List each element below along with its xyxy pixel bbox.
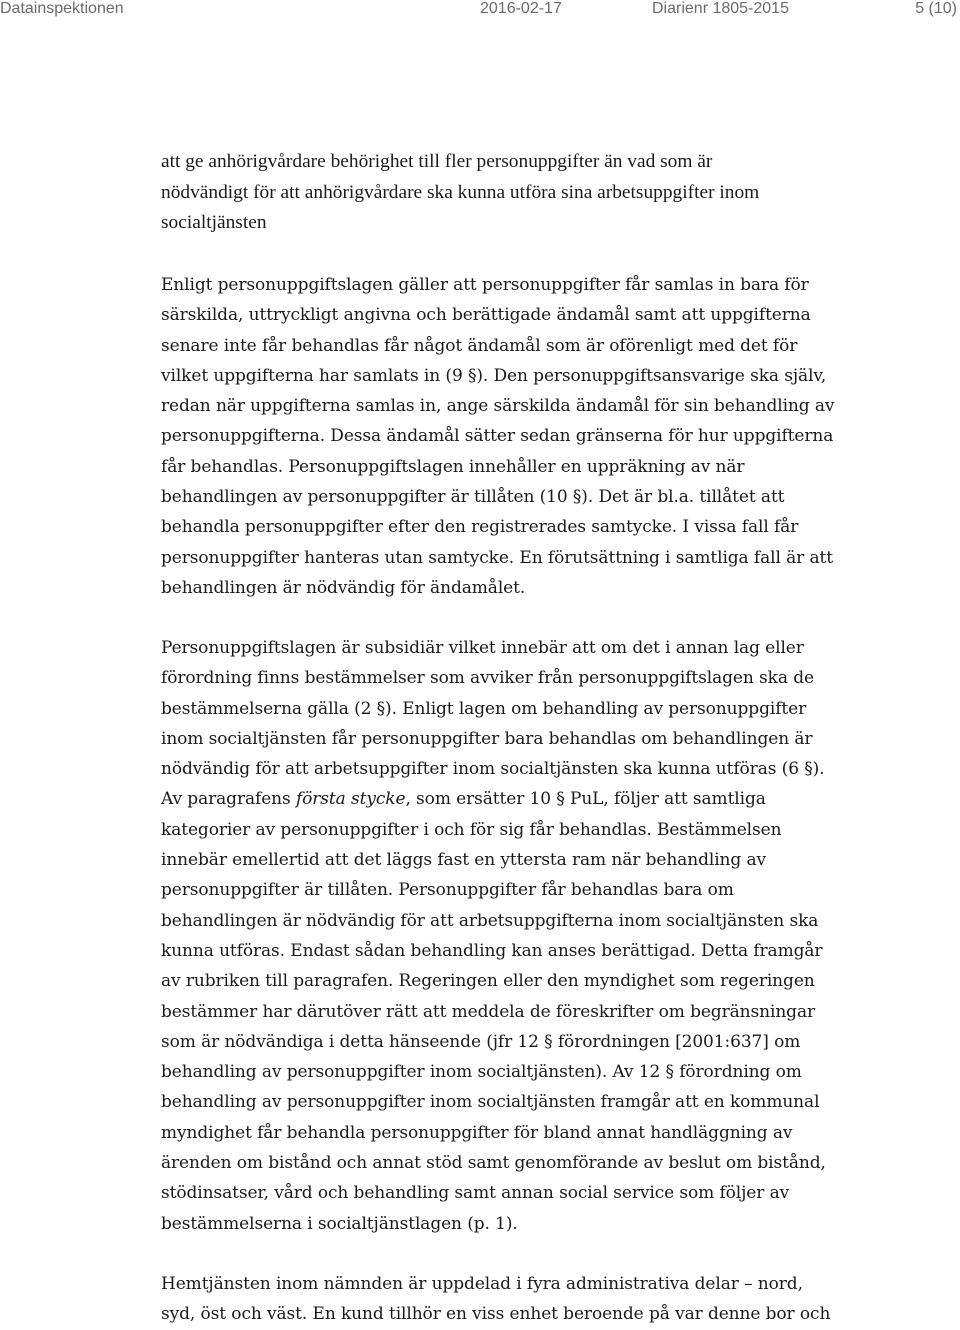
text-line: behandla personuppgifter efter den registrerades samtycke. I vissa fall får <box>161 517 799 538</box>
text-line: myndighet får behandla personuppgifter för bland annat handläggning av <box>161 1122 793 1143</box>
paragraph-3 <box>161 633 861 1239</box>
text-line: Personuppgiftslagen är subsidiär vilket innebär att om det i annan lag eller <box>161 638 804 658</box>
text-line: personuppgifterna. Dessa ändamål sätter sedan gränserna för hur uppgifterna <box>161 426 834 447</box>
text-line: behandlingen är nödvändig för att arbetsuppgifterna inom socialtjänsten ska <box>161 910 819 931</box>
text-segment: , som ersätter 10 § PuL, följer att samtliga <box>405 789 766 810</box>
header-organization: Datainspektionen <box>0 0 124 17</box>
paragraph-1 <box>161 147 861 239</box>
header-diarienr: Diarienr 1805-2015 <box>652 0 789 17</box>
text-line: förordning finns bestämmelser som avviker från personuppgiftslagen ska de <box>161 668 814 689</box>
text-line: personuppgifter hanteras utan samtycke. En förutsättning i samtliga fall är att <box>161 547 833 568</box>
text-line: att ge anhörigvårdare behörighet till fler personuppgifter än vad som är <box>161 151 713 172</box>
text-line: kunna utföras. Endast sådan behandling kan anses berättigad. Detta framgår <box>161 940 823 961</box>
text-line: bestämmer har därutöver rätt att meddela de föreskrifter om begränsningar <box>161 1001 816 1022</box>
emphasized-term: första stycke <box>295 789 406 810</box>
text-line-with-emphasis <box>161 784 861 814</box>
text-line: bestämmelserna gälla (2 §). Enligt lagen om behandling av personuppgifter <box>161 698 807 719</box>
text-line: nödvändigt för att anhörigvårdare ska kunna utföra sina arbetsuppgifter inom <box>161 181 760 203</box>
text-line: bestämmelserna i socialtjänstlagen (p. 1). <box>161 1213 518 1234</box>
text-line: vilket uppgifterna har samlats in (9 §). Den personuppgiftsansvarige ska själv, <box>161 365 827 386</box>
text-line: nödvändig för att arbetsuppgifter inom socialtjänsten ska kunna utföras (6 §). <box>161 759 825 780</box>
text-line: särskilda, uttryckligt angivna och berättigade ändamål samt att uppgifterna <box>161 305 811 326</box>
text-segment: Av paragrafens <box>161 789 296 810</box>
text-line: senare inte får behandlas får något ändamål som är oförenligt med det för <box>161 335 798 356</box>
text-line: av rubriken till paragrafen. Regeringen eller den myndighet som regeringen <box>161 971 815 992</box>
paragraph-4 <box>161 1269 861 1330</box>
text-line: Enligt personuppgiftslagen gäller att personuppgifter får samlas in bara för <box>161 275 809 295</box>
text-line: behandling av personuppgifter inom socialtjänsten). Av 12 § förordning om <box>161 1062 802 1083</box>
text-line: får behandlas. Personuppgiftslagen innehåller en uppräkning av när <box>161 456 745 477</box>
text-line: Hemtjänsten inom nämnden är uppdelad i fyra administrativa delar – nord, <box>161 1274 803 1294</box>
text-line: behandlingen av personuppgifter är tillåten (10 §). Det är bl.a. tillåtet att <box>161 487 785 508</box>
text-line: syd, öst och väst. En kund tillhör en viss enhet beroende på var denne bor och <box>161 1304 831 1325</box>
text-line: redan när uppgifterna samlas in, ange särskilda ändamål för sin behandling av <box>161 396 835 417</box>
text-line: behandlingen är nödvändig för ändamålet. <box>161 577 526 598</box>
text-line: behandling av personuppgifter inom socialtjänsten framgår att en kommunal <box>161 1092 820 1113</box>
text-line: kategorier av personuppgifter i och för sig får behandlas. Bestämmelsen <box>161 819 782 840</box>
paragraph-2 <box>161 270 861 603</box>
text-line: stödinsatser, vård och behandling samt annan social service som följer av <box>161 1183 790 1204</box>
text-line: inom socialtjänsten får personuppgifter bara behandlas om behandlingen är <box>161 728 813 749</box>
header-date: 2016-02-17 <box>480 0 562 17</box>
header-page-number: 5 (10) <box>915 0 957 17</box>
text-line: som är nödvändiga i detta hänseende (jfr 12 § förordningen [2001:637] om <box>161 1031 801 1052</box>
page-header <box>0 0 960 22</box>
text-line: socialtjänsten <box>161 212 267 233</box>
text-line: personuppgifter är tillåten. Personuppgifter får behandlas bara om <box>161 880 734 901</box>
text-line: ärenden om bistånd och annat stöd samt genomförande av beslut om bistånd, <box>161 1153 826 1174</box>
text-line: innebär emellertid att det läggs fast en yttersta ram när behandling av <box>161 850 767 871</box>
